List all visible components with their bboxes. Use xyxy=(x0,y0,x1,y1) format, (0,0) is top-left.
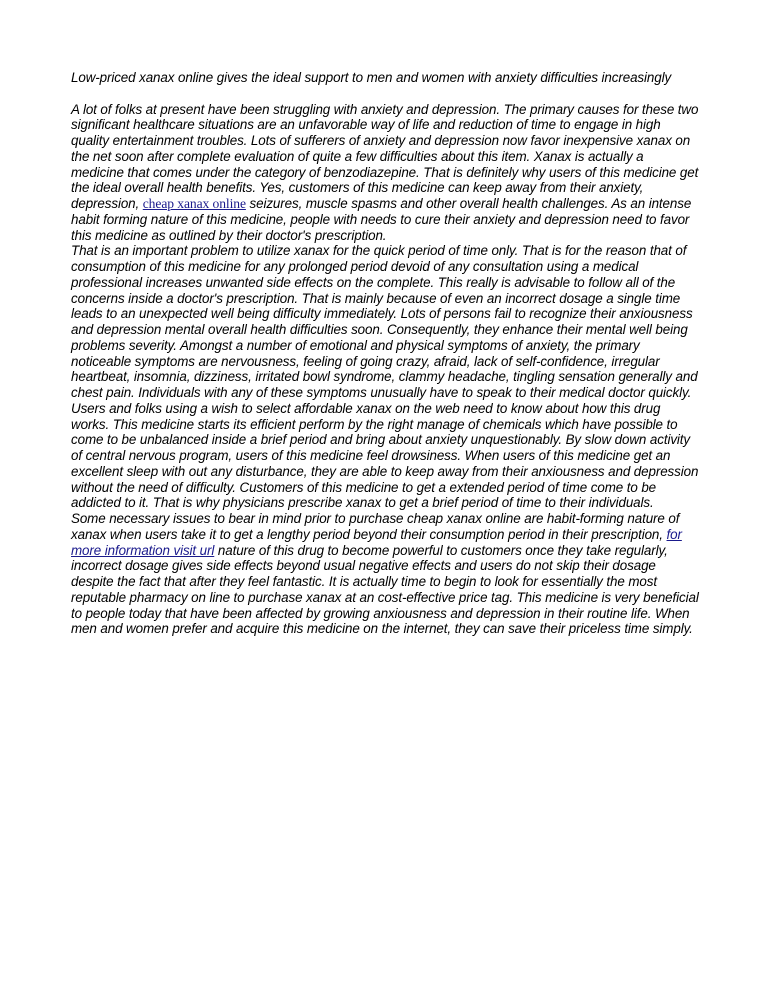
paragraph-1-text-before: A lot of folks at present have been struggling with anxiety and depression. The primary causes for these two significant healthcare situations are an unfavorable way of life and reduction of time to engage in high quality entertainment troubles. Lots of sufferers of anxiety and depression now favor inexpensive xanax on the net soon after complete evaluation of quite a few difficulties about this item. Xanax is actually a medicine that comes under the category of benzodiazepine. That is definitely why users of this medicine get the ideal overall health benefits. Yes, customers of this medicine can keep away from their anxiety, depression, xyxy=(71,101,699,211)
document-page xyxy=(71,70,699,637)
paragraph-4 xyxy=(71,511,699,637)
paragraph-3: Users and folks using a wish to select affordable xanax on the web need to know about how this drug works. This medicine starts its efficient perform by the right manage of chemicals which have possible to come to be unbalanced inside a brief period and bring about anxiety unquestionably. By slow down activity of central nervous program, users of this medicine feel drowsiness. When users of this medicine get an excellent sleep with out any disturbance, they are able to keep away from their anxiousness and depression without the need of difficulty. Customers of this medicine to get a extended period of time come to be addicted to it. That is why physicians prescribe xanax to get a brief period of time to their individuals. xyxy=(71,400,699,511)
more-information-link[interactable]: for more information visit url xyxy=(71,526,682,558)
paragraph-4-text-after: nature of this drug to become powerful to customers once they take regularly, incorrect dosage gives side effects beyond usual negative effects and users do not skip their dosage despite the fact that after they feel fantastic. It is actually time to begin to look for essentially the most reputable pharmacy on line to purchase xanax at an cost-effective price tag. This medicine is very beneficial to people today that have been affected by growing anxiousness and depression in their routine life. When men and women prefer and acquire this medicine on the internet, they can save their priceless time simply. xyxy=(71,542,699,637)
paragraph-1-text-after: seizures, muscle spasms and other overall health challenges. As an intense habit forming nature of this medicine, people with needs to cure their anxiety and depression need to favor this medicine as outlined by their doctor's prescription. xyxy=(71,196,692,243)
paragraph-4-text-before: Some necessary issues to bear in mind prior to purchase cheap xanax online are habit-forming nature of xanax when users take it to get a lengthy period beyond their consumption period in their prescription, xyxy=(71,511,680,542)
cheap-xanax-online-link[interactable]: cheap xanax online xyxy=(142,196,246,211)
paragraph-1 xyxy=(71,102,699,244)
paragraph-2: That is an important problem to utilize xanax for the quick period of time only. That is for the reason that of consumption of this medicine for any prolonged period devoid of any consultation using a medical professional increases unwanted side effects on the complete. This really is advisable to follow all of the concerns inside a doctor's prescription. That is mainly because of even an incorrect dosage a single time leads to an unexpected well being difficulty immediately. Lots of persons fail to recognize their anxiousness and depression mental overall health difficulties soon. Consequently, they enhance their mental well being problems severity. Amongst a number of emotional and physical symptoms of anxiety, the primary noticeable symptoms are nervousness, feeling of going crazy, afraid, lack of self-confidence, irregular heartbeat, insomnia, dizziness, irritated bowl syndrome, clammy headache, tingling sensation generally and chest pain. Individuals with any of these symptoms unusually have to speak to their medical doctor quickly. xyxy=(71,243,698,400)
document-title: Low-priced xanax online gives the ideal support to men and women with anxiety difficulties increasingly xyxy=(71,70,672,85)
